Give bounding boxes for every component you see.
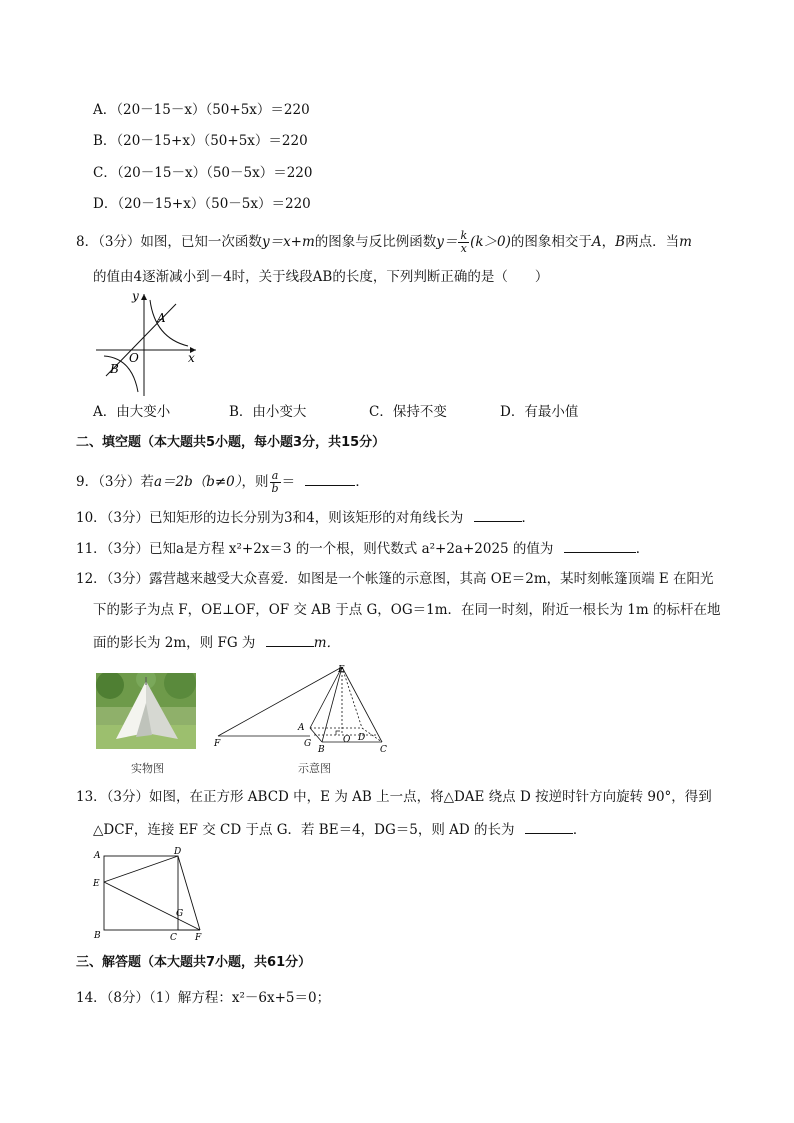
diagram-label-c: C bbox=[380, 745, 387, 755]
square-label-g: G bbox=[176, 909, 184, 919]
square-label-d: D bbox=[174, 847, 182, 857]
diagram-label-d: D bbox=[358, 733, 366, 743]
tent-diagram bbox=[210, 662, 396, 756]
q8-option-b: B．由小变大 bbox=[229, 404, 307, 420]
tent-diagram-caption: 示意图 bbox=[298, 762, 331, 775]
q13-line1: 13．（3分）如图，在正方形 ABCD 中，E 为 AB 上一点，将△DAE 绕点 D 按逆时针方向旋转 90°，得到 bbox=[76, 789, 712, 805]
q9: 9．（3分）若a＝2b（b≠0），则 $\frac{a}{b}$ ＝ ． bbox=[76, 469, 369, 495]
section-2-heading: 二、填空题（本大题共5小题，每小题3分，共15分） bbox=[76, 435, 386, 450]
q13-answer-blank[interactable] bbox=[525, 819, 573, 834]
diagram-label-o: O bbox=[343, 735, 351, 745]
diagram-label-g: G bbox=[304, 739, 312, 749]
q8-stem-line1: 8．（3分）如图，已知一次函数y＝x+m的图象与反比例函数y＝ $\frac{k}{x}$ (k＞0)的图象相交于A，B两点．当m bbox=[76, 229, 692, 255]
q13-line2: △DCF，连接 EF 交 CD 于点 G．若 BE＝4，DG＝5，则 AD 的长为 ． bbox=[93, 819, 586, 840]
q11: 11．（3分）已知a是方程 x²+2x＝3 的一个根，则代数式 a²+2a+2025 的值为 ． bbox=[76, 538, 649, 559]
q7-option-b: B．（20－15+x）（50+5x）＝220 bbox=[93, 133, 308, 149]
q8-graph-label-b: B bbox=[110, 362, 119, 376]
diagram-label-a: A bbox=[298, 723, 305, 733]
square-label-e: E bbox=[93, 879, 100, 889]
q12-line2: 下的影子为点 F，OE⊥OF，OF 交 AB 于点 G，OG＝1m．在同一时刻，附近一根长为 1m 的标杆在地 bbox=[93, 602, 721, 618]
diagram-label-f: F bbox=[214, 739, 221, 749]
q8-option-c: C．保持不变 bbox=[369, 404, 447, 420]
q7-option-c: C．（20－15－x）（50－5x）＝220 bbox=[93, 165, 313, 181]
square-label-c: C bbox=[170, 933, 177, 942]
q8-option-a: A．由大变小 bbox=[93, 404, 171, 420]
q8-stem-line2: 的值由4逐渐减小到－4时，关于线段AB的长度，下列判断正确的是（ ） bbox=[93, 269, 549, 285]
q8-graph-label-y: y bbox=[132, 289, 139, 303]
q11-answer-blank[interactable] bbox=[564, 538, 636, 553]
q12-line1: 12．（3分）露营越来越受大众喜爱．如图是一个帐篷的示意图，其高 OE＝2m，某时刻帐篷顶端 E 在阳光 bbox=[76, 571, 714, 587]
tent-photo bbox=[96, 673, 196, 749]
q8-graph bbox=[92, 288, 204, 400]
q7-option-a: A．（20－15－x）（50+5x）＝220 bbox=[93, 102, 310, 118]
tent-photo-caption: 实物图 bbox=[131, 762, 164, 775]
q10: 10．（3分）已知矩形的边长分别为3和4，则该矩形的对角线长为 ． bbox=[76, 507, 535, 528]
q14: 14．（8分）（1）解方程：x²－6x+5＝0； bbox=[76, 990, 331, 1006]
q9-answer-blank[interactable] bbox=[305, 471, 355, 486]
q12-line3: 面的影长为 2m，则 FG 为 m． bbox=[93, 632, 340, 653]
q12-answer-blank[interactable] bbox=[266, 632, 314, 647]
section-3-heading: 三、解答题（本大题共7小题，共61分） bbox=[76, 955, 312, 970]
q10-answer-blank[interactable] bbox=[474, 507, 522, 522]
square-label-f: F bbox=[195, 933, 202, 942]
square-diagram bbox=[90, 846, 210, 942]
square-label-a: A bbox=[94, 851, 101, 861]
q8-option-d: D．有最小值 bbox=[500, 404, 579, 420]
q8-graph-label-x: x bbox=[188, 351, 195, 365]
q8-graph-label-o: O bbox=[129, 351, 139, 365]
square-label-b: B bbox=[94, 931, 101, 941]
diagram-label-e: E bbox=[338, 665, 345, 675]
diagram-label-b: B bbox=[318, 745, 325, 755]
q8-graph-label-a: A bbox=[157, 311, 166, 325]
q7-option-d: D．（20－15+x）（50－5x）＝220 bbox=[93, 196, 311, 212]
